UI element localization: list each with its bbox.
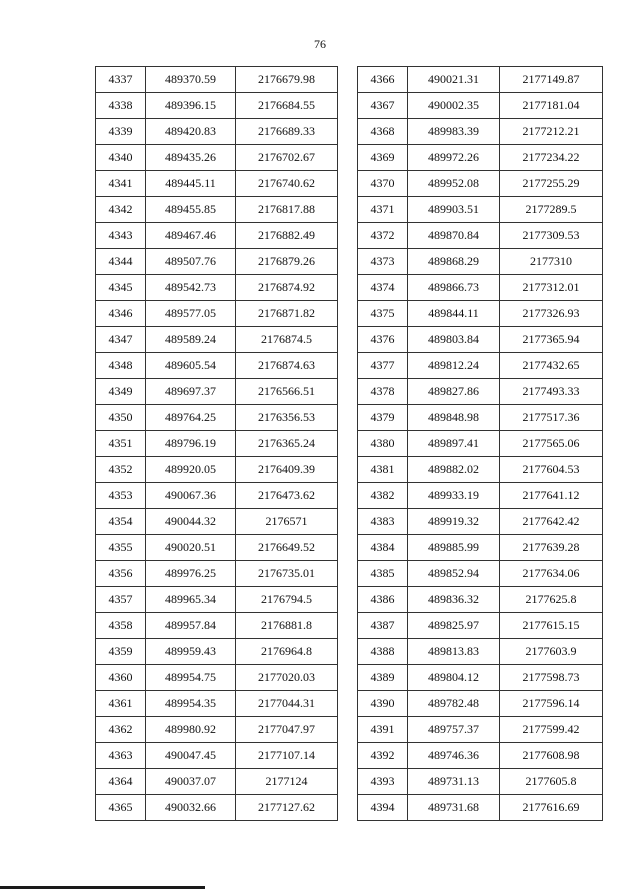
table-row: [358, 665, 603, 691]
y-coordinate-cell: 2177020.03: [236, 665, 338, 691]
point-number-cell: 4365: [96, 795, 146, 821]
table-row: [358, 405, 603, 431]
x-coordinate-cell: 489897.41: [408, 431, 500, 457]
y-coordinate-cell: 2176871.82: [236, 301, 338, 327]
x-coordinate-cell: 489577.05: [146, 301, 236, 327]
x-coordinate-cell: 489605.54: [146, 353, 236, 379]
y-coordinate-cell: 2176874.5: [236, 327, 338, 353]
table-row: [96, 93, 338, 119]
point-number-cell: 4390: [358, 691, 408, 717]
y-coordinate-cell: 2177616.69: [500, 795, 603, 821]
y-coordinate-cell: 2177565.06: [500, 431, 603, 457]
y-coordinate-cell: 2177312.01: [500, 275, 603, 301]
x-coordinate-cell: 490021.31: [408, 67, 500, 93]
table-row: [358, 379, 603, 405]
y-coordinate-cell: 2176735.01: [236, 561, 338, 587]
y-coordinate-cell: 2177605.8: [500, 769, 603, 795]
y-coordinate-cell: 2177596.14: [500, 691, 603, 717]
x-coordinate-cell: 489954.35: [146, 691, 236, 717]
x-coordinate-cell: 489980.92: [146, 717, 236, 743]
x-coordinate-cell: 490037.07: [146, 769, 236, 795]
point-number-cell: 4351: [96, 431, 146, 457]
x-coordinate-cell: 489866.73: [408, 275, 500, 301]
x-coordinate-cell: 489803.84: [408, 327, 500, 353]
point-number-cell: 4338: [96, 93, 146, 119]
point-number-cell: 4369: [358, 145, 408, 171]
point-number-cell: 4375: [358, 301, 408, 327]
x-coordinate-cell: 489882.02: [408, 457, 500, 483]
table-row: [358, 561, 603, 587]
x-coordinate-cell: 489965.34: [146, 587, 236, 613]
point-number-cell: 4394: [358, 795, 408, 821]
table-row: [96, 665, 338, 691]
table-row: [358, 275, 603, 301]
y-coordinate-cell: 2177181.04: [500, 93, 603, 119]
x-coordinate-cell: 489420.83: [146, 119, 236, 145]
x-coordinate-cell: 489731.13: [408, 769, 500, 795]
point-number-cell: 4354: [96, 509, 146, 535]
point-number-cell: 4358: [96, 613, 146, 639]
table-row: [358, 223, 603, 249]
x-coordinate-cell: 490047.45: [146, 743, 236, 769]
x-coordinate-cell: 490002.35: [408, 93, 500, 119]
x-coordinate-cell: 489542.73: [146, 275, 236, 301]
table-row: [358, 301, 603, 327]
x-coordinate-cell: 489972.26: [408, 145, 500, 171]
point-number-cell: 4384: [358, 535, 408, 561]
table-row: [358, 171, 603, 197]
y-coordinate-cell: 2177603.9: [500, 639, 603, 665]
table-row: [96, 509, 338, 535]
x-coordinate-cell: 489919.32: [408, 509, 500, 535]
table-row: [96, 67, 338, 93]
x-coordinate-cell: 490067.36: [146, 483, 236, 509]
table-row: [96, 327, 338, 353]
point-number-cell: 4355: [96, 535, 146, 561]
point-number-cell: 4362: [96, 717, 146, 743]
point-number-cell: 4392: [358, 743, 408, 769]
y-coordinate-cell: 2177625.8: [500, 587, 603, 613]
x-coordinate-cell: 489813.83: [408, 639, 500, 665]
point-number-cell: 4387: [358, 613, 408, 639]
point-number-cell: 4374: [358, 275, 408, 301]
point-number-cell: 4337: [96, 67, 146, 93]
table-row: [96, 743, 338, 769]
x-coordinate-cell: 489957.84: [146, 613, 236, 639]
y-coordinate-cell: 2176566.51: [236, 379, 338, 405]
coordinate-table-right: [357, 66, 603, 821]
y-coordinate-cell: 2176740.62: [236, 171, 338, 197]
table-row: [358, 249, 603, 275]
y-coordinate-cell: 2177107.14: [236, 743, 338, 769]
table-row: [358, 119, 603, 145]
y-coordinate-cell: 2176794.5: [236, 587, 338, 613]
table-row: [96, 379, 338, 405]
y-coordinate-cell: 2176356.53: [236, 405, 338, 431]
y-coordinate-cell: 2176684.55: [236, 93, 338, 119]
point-number-cell: 4389: [358, 665, 408, 691]
y-coordinate-cell: 2177309.53: [500, 223, 603, 249]
y-coordinate-cell: 2176689.33: [236, 119, 338, 145]
point-number-cell: 4386: [358, 587, 408, 613]
point-number-cell: 4357: [96, 587, 146, 613]
point-number-cell: 4371: [358, 197, 408, 223]
coordinate-table-left: [95, 66, 338, 821]
table-row: [96, 613, 338, 639]
table-row: [96, 795, 338, 821]
point-number-cell: 4385: [358, 561, 408, 587]
table-row: [96, 223, 338, 249]
table-row: [96, 717, 338, 743]
table-row: [358, 509, 603, 535]
y-coordinate-cell: 2176817.88: [236, 197, 338, 223]
x-coordinate-cell: 489370.59: [146, 67, 236, 93]
table-row: [358, 795, 603, 821]
y-coordinate-cell: 2176365.24: [236, 431, 338, 457]
point-number-cell: 4378: [358, 379, 408, 405]
point-number-cell: 4344: [96, 249, 146, 275]
x-coordinate-cell: 489933.19: [408, 483, 500, 509]
table-row: [358, 743, 603, 769]
y-coordinate-cell: 2176679.98: [236, 67, 338, 93]
point-number-cell: 4356: [96, 561, 146, 587]
point-number-cell: 4373: [358, 249, 408, 275]
y-coordinate-cell: 2176881.8: [236, 613, 338, 639]
table-row: [96, 639, 338, 665]
x-coordinate-cell: 489959.43: [146, 639, 236, 665]
x-coordinate-cell: 489445.11: [146, 171, 236, 197]
table-row: [96, 431, 338, 457]
y-coordinate-cell: 2176409.39: [236, 457, 338, 483]
point-number-cell: 4377: [358, 353, 408, 379]
point-number-cell: 4381: [358, 457, 408, 483]
table-row: [96, 119, 338, 145]
table-row: [96, 457, 338, 483]
x-coordinate-cell: 490032.66: [146, 795, 236, 821]
x-coordinate-cell: 489983.39: [408, 119, 500, 145]
table-row: [358, 691, 603, 717]
point-number-cell: 4366: [358, 67, 408, 93]
point-number-cell: 4359: [96, 639, 146, 665]
point-number-cell: 4352: [96, 457, 146, 483]
x-coordinate-cell: 489825.97: [408, 613, 500, 639]
x-coordinate-cell: 489507.76: [146, 249, 236, 275]
table-row: [96, 145, 338, 171]
x-coordinate-cell: 489852.94: [408, 561, 500, 587]
x-coordinate-cell: 489870.84: [408, 223, 500, 249]
table-row: [96, 483, 338, 509]
table-row: [96, 691, 338, 717]
x-coordinate-cell: 490020.51: [146, 535, 236, 561]
x-coordinate-cell: 489396.15: [146, 93, 236, 119]
y-coordinate-cell: 2177149.87: [500, 67, 603, 93]
x-coordinate-cell: 489455.85: [146, 197, 236, 223]
y-coordinate-cell: 2177615.15: [500, 613, 603, 639]
x-coordinate-cell: 489589.24: [146, 327, 236, 353]
table-row: [358, 457, 603, 483]
point-number-cell: 4376: [358, 327, 408, 353]
table-row: [358, 639, 603, 665]
point-number-cell: 4367: [358, 93, 408, 119]
point-number-cell: 4388: [358, 639, 408, 665]
point-number-cell: 4350: [96, 405, 146, 431]
table-row: [96, 275, 338, 301]
point-number-cell: 4345: [96, 275, 146, 301]
table-row: [358, 769, 603, 795]
x-coordinate-cell: 489920.05: [146, 457, 236, 483]
table-row: [358, 67, 603, 93]
point-number-cell: 4339: [96, 119, 146, 145]
point-number-cell: 4364: [96, 769, 146, 795]
table-row: [358, 535, 603, 561]
point-number-cell: 4363: [96, 743, 146, 769]
point-number-cell: 4346: [96, 301, 146, 327]
y-coordinate-cell: 2177365.94: [500, 327, 603, 353]
point-number-cell: 4380: [358, 431, 408, 457]
y-coordinate-cell: 2177124: [236, 769, 338, 795]
x-coordinate-cell: 489746.36: [408, 743, 500, 769]
y-coordinate-cell: 2177517.36: [500, 405, 603, 431]
x-coordinate-cell: 489885.99: [408, 535, 500, 561]
point-number-cell: 4361: [96, 691, 146, 717]
x-coordinate-cell: 489954.75: [146, 665, 236, 691]
table-row: [358, 93, 603, 119]
y-coordinate-cell: 2177047.97: [236, 717, 338, 743]
x-coordinate-cell: 489903.51: [408, 197, 500, 223]
table-row: [96, 769, 338, 795]
y-coordinate-cell: 2177289.5: [500, 197, 603, 223]
point-number-cell: 4382: [358, 483, 408, 509]
x-coordinate-cell: 489697.37: [146, 379, 236, 405]
x-coordinate-cell: 489757.37: [408, 717, 500, 743]
x-coordinate-cell: 489764.25: [146, 405, 236, 431]
y-coordinate-cell: 2177127.62: [236, 795, 338, 821]
point-number-cell: 4383: [358, 509, 408, 535]
table-row: [358, 483, 603, 509]
table-row: [96, 249, 338, 275]
y-coordinate-cell: 2177598.73: [500, 665, 603, 691]
table-row: [96, 171, 338, 197]
table-row: [358, 353, 603, 379]
y-coordinate-cell: 2177604.53: [500, 457, 603, 483]
y-coordinate-cell: 2177634.06: [500, 561, 603, 587]
x-coordinate-cell: 489844.11: [408, 301, 500, 327]
point-number-cell: 4353: [96, 483, 146, 509]
x-coordinate-cell: 489952.08: [408, 171, 500, 197]
x-coordinate-cell: 489868.29: [408, 249, 500, 275]
point-number-cell: 4342: [96, 197, 146, 223]
table-row: [96, 301, 338, 327]
table-row: [96, 197, 338, 223]
point-number-cell: 4391: [358, 717, 408, 743]
point-number-cell: 4372: [358, 223, 408, 249]
point-number-cell: 4341: [96, 171, 146, 197]
y-coordinate-cell: 2176964.8: [236, 639, 338, 665]
y-coordinate-cell: 2177641.12: [500, 483, 603, 509]
y-coordinate-cell: 2176874.92: [236, 275, 338, 301]
y-coordinate-cell: 2176473.62: [236, 483, 338, 509]
point-number-cell: 4347: [96, 327, 146, 353]
y-coordinate-cell: 2177599.42: [500, 717, 603, 743]
table-row: [358, 431, 603, 457]
x-coordinate-cell: 489731.68: [408, 795, 500, 821]
y-coordinate-cell: 2177432.65: [500, 353, 603, 379]
table-row: [358, 613, 603, 639]
y-coordinate-cell: 2177234.22: [500, 145, 603, 171]
table-row: [96, 587, 338, 613]
x-coordinate-cell: 489782.48: [408, 691, 500, 717]
y-coordinate-cell: 2177044.31: [236, 691, 338, 717]
point-number-cell: 4343: [96, 223, 146, 249]
x-coordinate-cell: 489836.32: [408, 587, 500, 613]
table-row: [358, 327, 603, 353]
x-coordinate-cell: 489827.86: [408, 379, 500, 405]
table-row: [96, 561, 338, 587]
y-coordinate-cell: 2176879.26: [236, 249, 338, 275]
page-number: 76: [314, 37, 326, 51]
x-coordinate-cell: 489467.46: [146, 223, 236, 249]
y-coordinate-cell: 2177212.21: [500, 119, 603, 145]
table-row: [358, 717, 603, 743]
y-coordinate-cell: 2177255.29: [500, 171, 603, 197]
x-coordinate-cell: 489804.12: [408, 665, 500, 691]
point-number-cell: 4379: [358, 405, 408, 431]
table-row: [96, 405, 338, 431]
y-coordinate-cell: 2176571: [236, 509, 338, 535]
x-coordinate-cell: 489435.26: [146, 145, 236, 171]
y-coordinate-cell: 2176649.52: [236, 535, 338, 561]
footer-rule: [0, 886, 205, 889]
y-coordinate-cell: 2177608.98: [500, 743, 603, 769]
table-row: [358, 145, 603, 171]
y-coordinate-cell: 2177639.28: [500, 535, 603, 561]
point-number-cell: 4368: [358, 119, 408, 145]
point-number-cell: 4370: [358, 171, 408, 197]
point-number-cell: 4348: [96, 353, 146, 379]
y-coordinate-cell: 2177326.93: [500, 301, 603, 327]
point-number-cell: 4393: [358, 769, 408, 795]
point-number-cell: 4360: [96, 665, 146, 691]
x-coordinate-cell: 489976.25: [146, 561, 236, 587]
y-coordinate-cell: 2177642.42: [500, 509, 603, 535]
table-row: [96, 535, 338, 561]
x-coordinate-cell: 490044.32: [146, 509, 236, 535]
point-number-cell: 4349: [96, 379, 146, 405]
point-number-cell: 4340: [96, 145, 146, 171]
x-coordinate-cell: 489812.24: [408, 353, 500, 379]
table-row: [96, 353, 338, 379]
y-coordinate-cell: 2177310: [500, 249, 603, 275]
x-coordinate-cell: 489848.98: [408, 405, 500, 431]
y-coordinate-cell: 2176702.67: [236, 145, 338, 171]
x-coordinate-cell: 489796.19: [146, 431, 236, 457]
table-row: [358, 587, 603, 613]
table-row: [358, 197, 603, 223]
y-coordinate-cell: 2177493.33: [500, 379, 603, 405]
y-coordinate-cell: 2176874.63: [236, 353, 338, 379]
y-coordinate-cell: 2176882.49: [236, 223, 338, 249]
